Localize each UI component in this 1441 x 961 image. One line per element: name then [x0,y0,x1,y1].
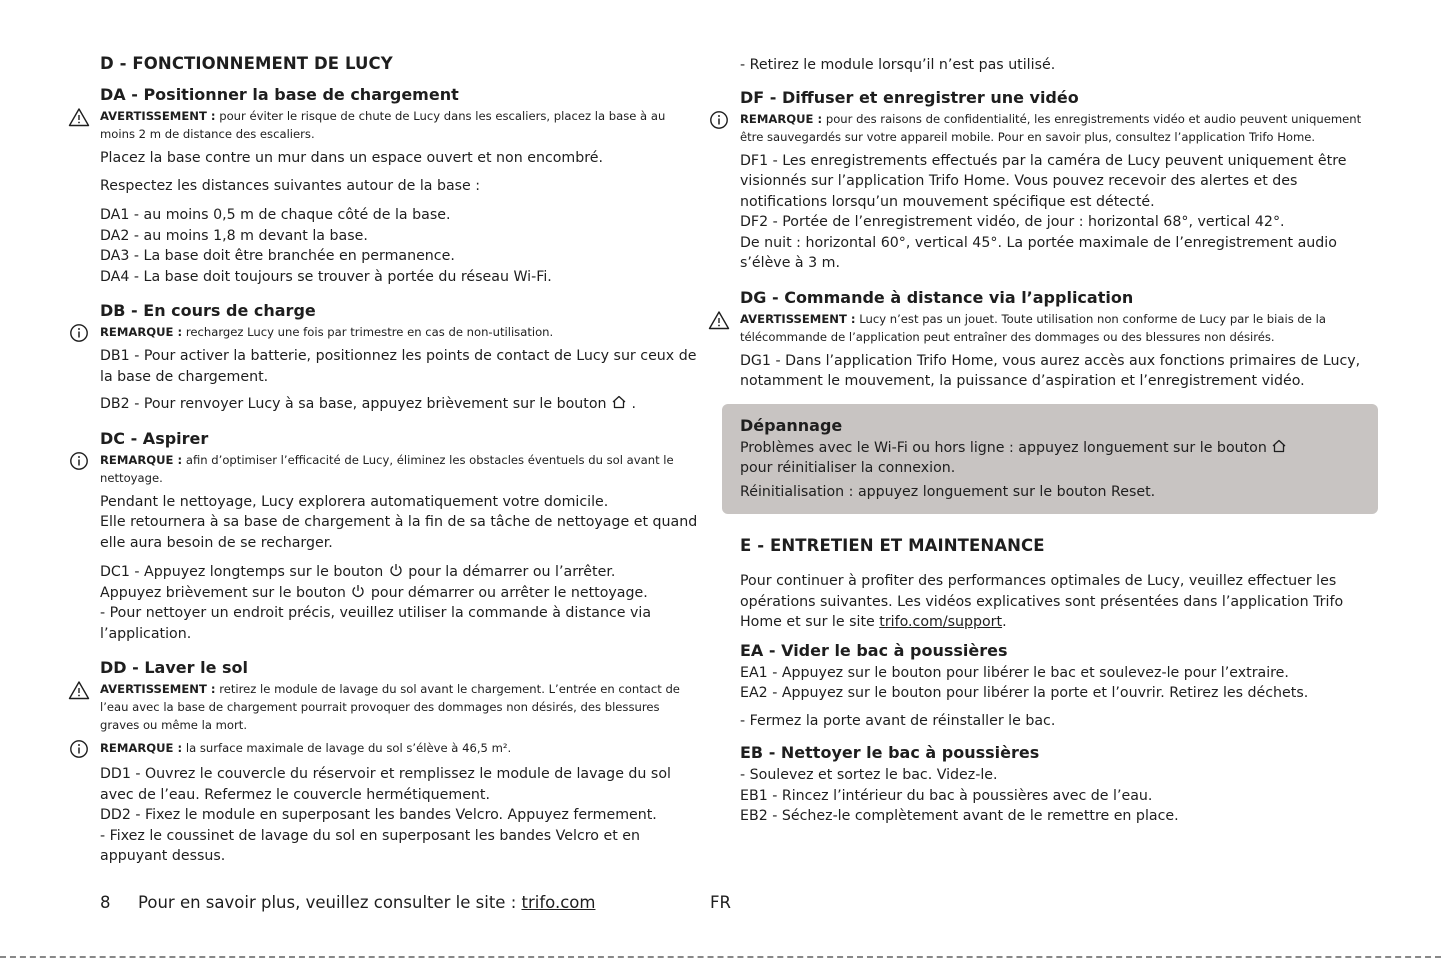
df-title: DF - Diffuser et enregistrer une vidéo [740,87,1079,107]
ea-item: - Fermez la porte avant de réinstaller le bac. [740,712,1056,729]
note-label: REMARQUE : [100,452,183,467]
support-link[interactable]: trifo.com/support [879,614,1003,630]
dc-note [100,451,700,487]
da-item: DA3 - La base doit être branchée en permanence. [100,248,455,264]
note-text: rechargez Lucy une fois par trimestre en cas de non-utilisation. [182,325,554,339]
troubleshooting-title: Dépannage [740,415,843,435]
dg-title: DG - Commande à distance via l’application [740,287,1134,307]
note-text: la surface maximale de lavage du sol s’élève à 46,5 m². [182,741,512,755]
dc-paragraph: Pendant le nettoyage, Lucy explorera automatiquement votre domicile. [100,493,609,510]
df-note [740,110,1365,146]
troubleshooting-line: Problèmes avec le Wi-Fi ou hors ligne : appuyez longuement sur le bouton [740,438,1362,459]
db-note [100,323,700,341]
dd-item: DD2 - Fixez le module en superposant les bandes Velcro. Appuyez fermement. [100,807,657,823]
db-title: DB - En cours de charge [100,301,316,320]
da-item: DA4 - La base doit toujours se trouver à portée du réseau Wi-Fi. [100,268,552,285]
dg-warning [740,310,1365,346]
warning-text: retirez le module de lavage du sol avant le chargement. L’entrée en contact de l’eau avec la base de chargement pourrait provoquer des dommages non désirés, des blessures graves ou même la mort. [100,682,680,732]
dc-item: Appuyez brièvement sur le bouton pour démarrer ou arrêter le nettoyage. [100,584,648,601]
warning-label: AVERTISSEMENT : [100,109,216,123]
warning-icon [708,310,730,330]
eb-title: EB - Nettoyer le bac à poussières [740,743,1040,762]
dc-item: DC1 - Appuyez longtemps sur le bouton pour la démarrer ou l’arrêter. [100,564,616,580]
dc-paragraph: Elle retournera à sa base de chargement à la fin de sa tâche de nettoyage et quand elle aura besoin de se recharger. [100,514,698,551]
footer-link[interactable]: trifo.com [521,893,596,912]
eb-item: - Soulevez et sortez le bac. Videz-le. [740,767,998,783]
note-label: REMARQUE : [100,741,183,755]
db-item: DB2 - Pour renvoyer Lucy à sa base, appuyez brièvement sur le bouton . [100,396,637,412]
language-code: FR [710,893,731,912]
da-title: DA - Positionner la base de chargement [100,85,459,104]
home-icon [1271,439,1287,453]
da-warning [100,107,700,143]
note-label: REMARQUE : [740,111,823,126]
warning-label: AVERTISSEMENT : [740,311,856,326]
dc-item: - Pour nettoyer un endroit précis, veuillez utiliser la commande à distance via l’application. [100,605,652,642]
power-icon [388,563,404,577]
home-icon [611,395,627,409]
dg-item: DG1 - Dans l’application Trifo Home, vous aurez accès aux fonctions primaires de Lucy, notamment le mouvement, la puissance d’aspiration et l’enregistrement vidéo. [740,352,1361,389]
da-paragraph: Respectez les distances suivantes autour de la base : [100,177,481,194]
dd-item: DD1 - Ouvrez le couvercle du réservoir et remplissez le module de lavage du sol avec de l’eau. Refermez le couvercle hermétiquement. [100,766,671,803]
info-icon [68,451,90,471]
dd-item: - Fixez le coussinet de lavage du sol en superposant les bandes Velcro et en appuyant dessus. [100,827,640,864]
dd-note [100,739,700,757]
ea-title: EA - Vider le bac à poussières [740,640,1008,660]
df-item: DF2 - Portée de l’enregistrement vidéo, de jour : horizontal 68°, vertical 42°. [740,214,1285,230]
note-label: REMARQUE : [100,325,183,339]
page-cut-line [0,956,1441,958]
right-column [740,50,1365,827]
troubleshooting-line: pour réinitialiser la connexion. [740,460,956,476]
info-icon [68,323,90,343]
ea-item: EA2 - Appuyez sur le bouton pour libérer la porte et l’ouvrir. Retirez les déchets. [740,685,1309,701]
footer-text: Pour en savoir plus, veuillez consulter le site : trifo.com [138,893,596,912]
df-item: De nuit : horizontal 60°, vertical 45°. La portée maximale de l’enregistrement audio s’élève à 3 m. [740,234,1337,271]
warning-text: pour éviter le risque de chute de Lucy dans les escaliers, placez la base à au moins 2 m de distance des escaliers. [100,109,666,141]
troubleshooting-box [722,404,1378,515]
warning-icon [68,680,90,700]
dd-title: DD - Laver le sol [100,658,248,677]
troubleshooting-line: Réinitialisation : appuyez longuement sur le bouton Reset. [740,483,1156,500]
warning-icon [68,107,90,127]
left-column [100,50,700,867]
df-item: DF1 - Les enregistrements effectués par la caméra de Lucy peuvent uniquement être visionnés sur l’application Trifo Home. Vous pouvez recevoir des alertes et des notifications lorsqu’un mouvement spécifique est détecté. [740,152,1347,210]
note-text: pour des raisons de confidentialité, les enregistrements vidéo et audio peuvent uniquement être sauvegardés sur votre appareil mobile. Pour en savoir plus, consultez l’application Trifo Home. [740,111,1362,144]
da-paragraph: Placez la base contre un mur dans un espace ouvert et non encombré. [100,150,604,166]
eb-item: EB2 - Séchez-le complètement avant de le remettre en place. [740,808,1179,824]
info-icon [68,739,90,759]
da-item: DA1 - au moins 0,5 m de chaque côté de la base. [100,207,451,223]
note-text: afin d’optimiser l’efficacité de Lucy, éliminez les obstacles éventuels du sol avant le nettoyage. [100,452,674,485]
eb-item: EB1 - Rincez l’intérieur du bac à poussières avec de l’eau. [740,787,1153,804]
dc-title: DC - Aspirer [100,428,209,448]
db-item: DB1 - Pour activer la batterie, positionnez les points de contact de Lucy sur ceux de la base de chargement. [100,348,697,385]
section-e-intro: Pour continuer à profiter des performances optimales de Lucy, veuillez effectuer les opérations suivantes. Les vidéos explicatives sont présentées dans l’application Trifo Home et sur le site trifo.com/support. [740,573,1344,630]
ea-item: EA1 - Appuyez sur le bouton pour libérer le bac et soulevez-le pour l’extraire. [740,664,1289,681]
page-number: 8 [100,893,111,912]
info-icon [708,110,730,130]
dd-warning [100,680,700,734]
section-e-title: E - ENTRETIEN ET MAINTENANCE [740,536,1045,555]
section-d-title: D - FONCTIONNEMENT DE LUCY [100,54,393,73]
warning-label: AVERTISSEMENT : [100,682,216,696]
da-item: DA2 - au moins 1,8 m devant la base. [100,227,368,244]
warning-text: Lucy n’est pas un jouet. Toute utilisation non conforme de Lucy par le biais de la télécommande de l’application peut entraîner des dommages ou des blessures non désirés. [740,311,1326,344]
dd-last-item: - Retirez le module lorsqu’il n’est pas utilisé. [740,57,1056,73]
power-icon [350,584,366,598]
